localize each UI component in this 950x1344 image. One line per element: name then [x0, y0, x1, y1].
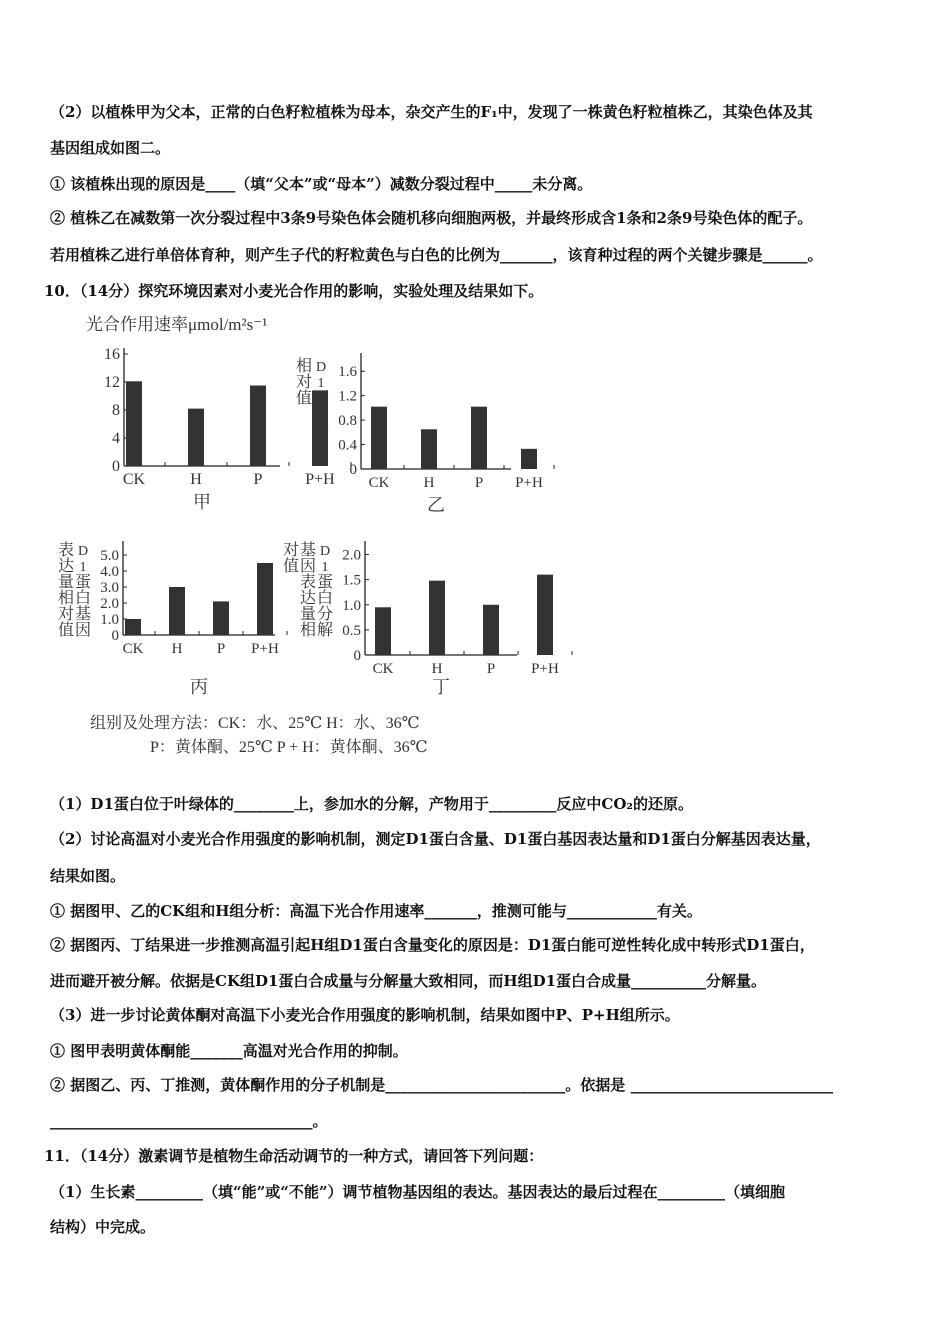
x-tick-label: P: [474, 475, 484, 491]
legend-line-2: P：黄体酮、25℃ P + H：黄体酮、36℃: [150, 739, 428, 756]
y-axis-label-char: D: [319, 544, 331, 559]
y-axis-label-char: 1: [321, 560, 329, 575]
bar: [421, 429, 437, 469]
x-tick-label: CK: [122, 641, 144, 657]
y-tick-label: 2.0: [342, 547, 361, 564]
y-tick-label: 1.0: [100, 612, 119, 628]
legend-line-1: 组别及处理方法：CK：水、25℃ H：水、36℃: [90, 715, 420, 732]
x-tick-label: P+H: [515, 475, 543, 491]
chart-caption: 乙: [427, 495, 445, 515]
text-line: ___________________________________。: [50, 1112, 328, 1130]
y-axis-label-char: 达: [299, 590, 317, 607]
y-axis-label-char: 量: [57, 574, 75, 591]
chart-caption: 丙: [190, 677, 208, 697]
y-axis-label-char: 解: [316, 622, 334, 639]
text-line: ② 据图丙、丁结果进一步推测高温引起H组D1蛋白含量变化的原因是：D1蛋白能可逆性转化成中转形式D1蛋白，: [50, 936, 815, 954]
y-axis-label-char: 白: [316, 590, 334, 607]
text-line: 结构）中完成。: [50, 1218, 156, 1236]
x-tick-label: CK: [368, 475, 390, 491]
bar: [250, 386, 266, 467]
question-10-heading: 10．（14分）探究环境因素对小麦光合作用的影响，实验处理及结果如下。: [44, 282, 544, 300]
y-tick-label: 0.8: [338, 413, 357, 430]
chart-ding: [282, 535, 559, 705]
y-axis-label-char: 白: [312, 406, 330, 423]
bar: [375, 607, 391, 655]
y-axis-label-char: 值: [295, 390, 313, 407]
y-tick-label: 1.2: [338, 388, 357, 405]
y-tick-label: 0.5: [342, 622, 361, 639]
bar: [125, 619, 141, 635]
y-axis-label-char: 相: [299, 622, 317, 639]
y-tick-label: 8: [112, 402, 120, 419]
bar: [188, 409, 204, 466]
y-tick-label: 0: [353, 648, 361, 664]
y-axis-label-char: 蛋: [312, 390, 330, 407]
y-tick-label: 2.0: [100, 596, 119, 612]
y-tick-label: 0: [349, 462, 357, 478]
y-tick-label: 4: [112, 430, 120, 447]
x-tick-label: H: [171, 641, 183, 657]
x-tick-label: P: [216, 641, 226, 657]
y-axis-label-char: 对: [295, 374, 313, 391]
y-tick-label: 0: [112, 458, 120, 475]
x-tick-label: P+H: [251, 641, 279, 657]
y-axis-label-char: 1: [317, 376, 325, 391]
y-axis-label-char: 因: [299, 558, 317, 575]
x-tick-label: P: [486, 661, 496, 677]
y-axis-label-char: 蛋: [74, 574, 92, 591]
x-tick-label: CK: [122, 471, 146, 488]
x-tick-label: CK: [372, 661, 394, 677]
bar: [521, 449, 537, 469]
text-line: 结果如图。: [50, 867, 126, 885]
bar: [126, 381, 142, 466]
y-axis-label-char: 表: [57, 542, 75, 559]
chart-yi: [283, 345, 543, 522]
bar: [483, 605, 499, 655]
text-line: （1）生长素_________（填“能”或“不能”）调节植物基因组的表达。基因表达的最后过程在_________（填细胞: [50, 1183, 785, 1201]
bar: [429, 581, 445, 655]
y-tick-label: 3.0: [100, 580, 119, 596]
y-tick-label: 0.4: [338, 437, 357, 454]
text-line: ② 植株乙在减数第一次分裂过程中3条9号染色体会随机移向细胞两极，并最终形成含1条和2条9号染色体的配子。: [50, 209, 813, 227]
x-tick-label: P+H: [305, 471, 335, 488]
text-line: 基因组成如图二。: [50, 139, 171, 157]
y-tick-label: 1.6: [338, 364, 357, 381]
chart-caption: 丁: [432, 677, 450, 697]
chart-jia: [80, 312, 335, 522]
y-tick-label: 1.5: [342, 572, 361, 589]
y-axis-label-char: 表: [299, 574, 317, 591]
y-axis-label-char: 对: [57, 606, 75, 623]
chart-bing: [45, 535, 290, 705]
bar: [213, 601, 229, 635]
text-line: （2）讨论高温对小麦光合作用强度的影响机制，测定D1蛋白含量、D1蛋白基因表达量和D1蛋白分解基因表达量，: [50, 830, 821, 848]
y-tick-label: 4.0: [100, 564, 119, 580]
y-axis-label-char: 量: [312, 438, 330, 455]
y-axis-label-char: 蛋: [316, 574, 334, 591]
x-tick-label: P+H: [531, 661, 559, 677]
y-axis-label-char: 1: [79, 560, 87, 575]
y-tick-label: 0: [111, 628, 119, 644]
y-axis-label-char: 量: [299, 606, 317, 623]
bar: [169, 587, 185, 635]
y-tick-label: 5.0: [100, 548, 119, 564]
text-line: ① 据图甲、乙的CK组和H组分析：高温下光合作用速率_______，推测可能与____________有关。: [50, 902, 702, 920]
y-axis-label-char: 基: [74, 606, 92, 623]
text-line: （2）以植株甲为父本，正常的白色籽粒植株为母本，杂交产生的F₁中，发现了一株黄色籽粒植株乙，其染色体及其: [50, 103, 813, 121]
bar: [471, 407, 487, 469]
y-tick-label: 16: [104, 346, 120, 363]
text-line: ② 据图乙、丙、丁推测，黄体酮作用的分子机制是________________________。依据是 ___________________________: [50, 1076, 833, 1094]
question-11-heading: 11．（14分）激素调节是植物生命活动调节的一种方式，请回答下列问题：: [44, 1147, 544, 1165]
y-axis-label-char: D: [315, 360, 327, 375]
y-axis-label-char: 对: [282, 542, 300, 559]
y-axis-label-char: 达: [57, 558, 75, 575]
y-axis-label-char: D: [77, 544, 89, 559]
bar: [537, 575, 553, 655]
y-axis-label-char: 相: [57, 590, 75, 607]
x-tick-label: H: [431, 661, 443, 677]
y-tick-label: 12: [104, 374, 120, 391]
text-line: ① 该植株出现的原因是____（填“父本”或“母本”）减数分裂过程中_____未分离。: [50, 175, 593, 193]
y-axis-label: 光合作用速率μmol/m²s⁻¹: [86, 315, 268, 334]
y-axis-label-char: 因: [74, 622, 92, 639]
x-tick-label: H: [423, 475, 435, 491]
y-axis-label-char: 基: [299, 542, 317, 559]
chart-caption: 甲: [193, 492, 211, 512]
y-axis-label-char: 白: [74, 590, 92, 607]
y-axis-label-char: 相: [295, 358, 313, 375]
text-line: 进而避开被分解。依据是CK组D1蛋白合成量与分解量大致相同，而H组D1蛋白合成量__________分解量。: [50, 972, 767, 990]
x-tick-label: H: [190, 471, 202, 488]
x-tick-label: P: [253, 471, 263, 488]
y-axis-label-char: 值: [57, 622, 75, 639]
bar: [257, 563, 273, 635]
y-axis-label-char: 值: [282, 558, 300, 575]
text-line: （1）D1蛋白位于叶绿体的________上，参加水的分解，产物用于_________反应中CO₂的还原。: [50, 795, 693, 813]
y-tick-label: 1.0: [342, 597, 361, 614]
y-axis-label-char: 分: [316, 606, 334, 623]
y-axis-label-char: 含: [312, 422, 330, 439]
bar: [371, 407, 387, 469]
text-line: （3）进一步讨论黄体酮对高温下小麦光合作用强度的影响机制，结果如图中P、P+H组所示。: [50, 1006, 680, 1024]
text-line: 若用植株乙进行单倍体育种，则产生子代的籽粒黄色与白色的比例为_______，该育种过程的两个关键步骤是______。: [50, 246, 823, 264]
text-line: ① 图甲表明黄体酮能_______高温对光合作用的抑制。: [50, 1042, 408, 1060]
